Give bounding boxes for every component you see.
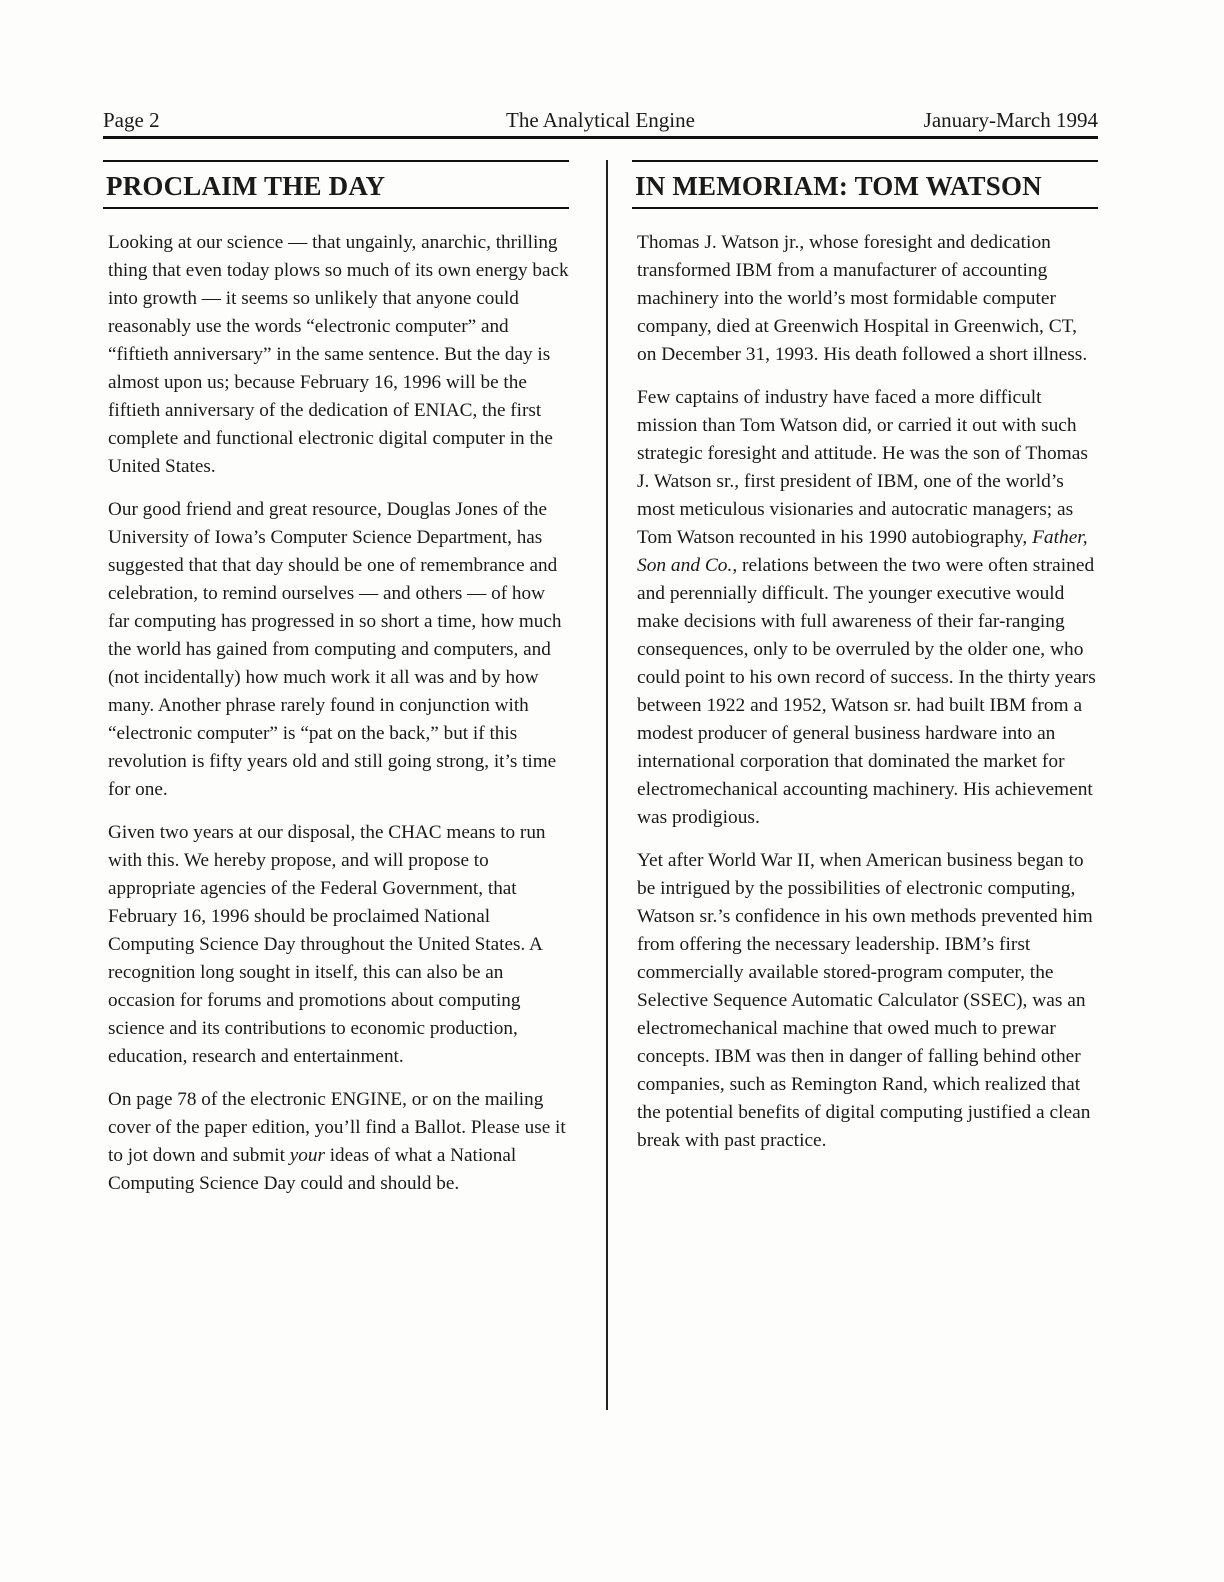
right-article-body <box>632 229 1098 1155</box>
header-rule <box>103 136 1098 139</box>
left-paragraph-4 <box>108 1086 569 1198</box>
left-paragraph-2: Our good friend and great resource, Douglas Jones of the University of Iowa’s Computer Science Department, has suggested that that day should be one of remembrance and celebration, to remind ourselves — and others — of how far computing has progressed in so short a time, how much the world has gained from computing and computers, and (not incidentally) how much work it all was and by how many. Another phrase rarely found in conjunction with “electronic computer” is “pat on the back,” but if this revolution is fifty years old and still going strong, it’s time for one. <box>108 499 562 800</box>
watson-text-1: Few captains of industry have faced a more difficult mission than Tom Watson did, or carried it out with such strategic foresight and attitude. He was the son of Thomas J. Watson sr., first president of IBM, one of the world’s most meticulous visionaries and autocratic managers; as Tom Watson recounted in his 1990 autobiography, <box>637 387 1088 548</box>
left-column <box>103 160 569 1213</box>
right-column <box>632 160 1098 1170</box>
ballot-text-1: On page 78 of the electronic ENGINE, or on the mailing cover of the paper edition, you’ll find a Ballot. Please use it to jot down and submit <box>108 1089 566 1166</box>
page-header <box>103 106 1098 136</box>
right-paragraph-1: Thomas J. Watson jr., whose foresight and dedication transformed IBM from a manufacturer of accounting machinery into the world’s most formidable computer company, died at Greenwich Hospital in Greenwich, CT, on December 31, 1993. His death followed a short illness. <box>637 232 1088 365</box>
right-paragraph-3: Yet after World War II, when American business began to be intrigued by the possibilities of electronic computing, Watson sr.’s confidence in his own methods prevented him from offering the necessary leadership. IBM’s first commercially available stored-program computer, the Selective Sequence Automatic Calculator (SSEC), was an electromechanical machine that owed much to prewar concepts. IBM was then in danger of falling behind other companies, such as Remington Rand, which realized that the potential benefits of digital computing justified a clean break with past practice. <box>637 850 1093 1151</box>
issue-date: January-March 1994 <box>923 108 1098 132</box>
left-paragraph-1: Looking at our science — that ungainly, anarchic, thrilling thing that even today plows so much of its own energy back into growth — it seems so unlikely that anyone could reasonably use the words “electronic computer” and “fiftieth anniversary” in the same sentence. But the day is almost upon us; because February 16, 1996 will be the fiftieth anniversary of the dedication of ENIAC, the first complete and functional electronic digital computer in the United States. <box>108 232 569 477</box>
article-title-memoriam: IN MEMORIAM: TOM WATSON <box>632 160 1098 209</box>
article-title-proclaim: PROCLAIM THE DAY <box>103 160 569 209</box>
column-divider <box>606 160 608 1410</box>
publication-title: The Analytical Engine <box>506 108 695 132</box>
left-article-body <box>103 229 569 1198</box>
right-paragraph-2 <box>637 384 1098 832</box>
book-title: Father, Son and Co. <box>637 527 1088 576</box>
watson-text-2: , relations between the two were often strained and perennially difficult. The younger executive would make decisions with full awareness of their far-ranging consequences, only to be overruled by the older one, who could point to his own record of success. In the thirty years between 1922 and 1952, Watson sr. had built IBM from a modest producer of general business hardware into an international corporation that dominated the market for electromechanical accounting machinery. His achievement was prodigious. <box>637 555 1096 828</box>
ballot-emphasis: your <box>289 1145 325 1166</box>
ballot-text-2: ideas of what a National Computing Science Day could and should be. <box>108 1145 517 1194</box>
left-paragraph-3: Given two years at our disposal, the CHAC means to run with this. We hereby propose, and will propose to appropriate agencies of the Federal Government, that February 16, 1996 should be proclaimed National Computing Science Day throughout the United States. A recognition long sought in itself, this can also be an occasion for forums and promotions about computing science and its contributions to economic production, education, research and entertainment. <box>108 822 546 1067</box>
page-number: Page 2 <box>103 108 160 132</box>
